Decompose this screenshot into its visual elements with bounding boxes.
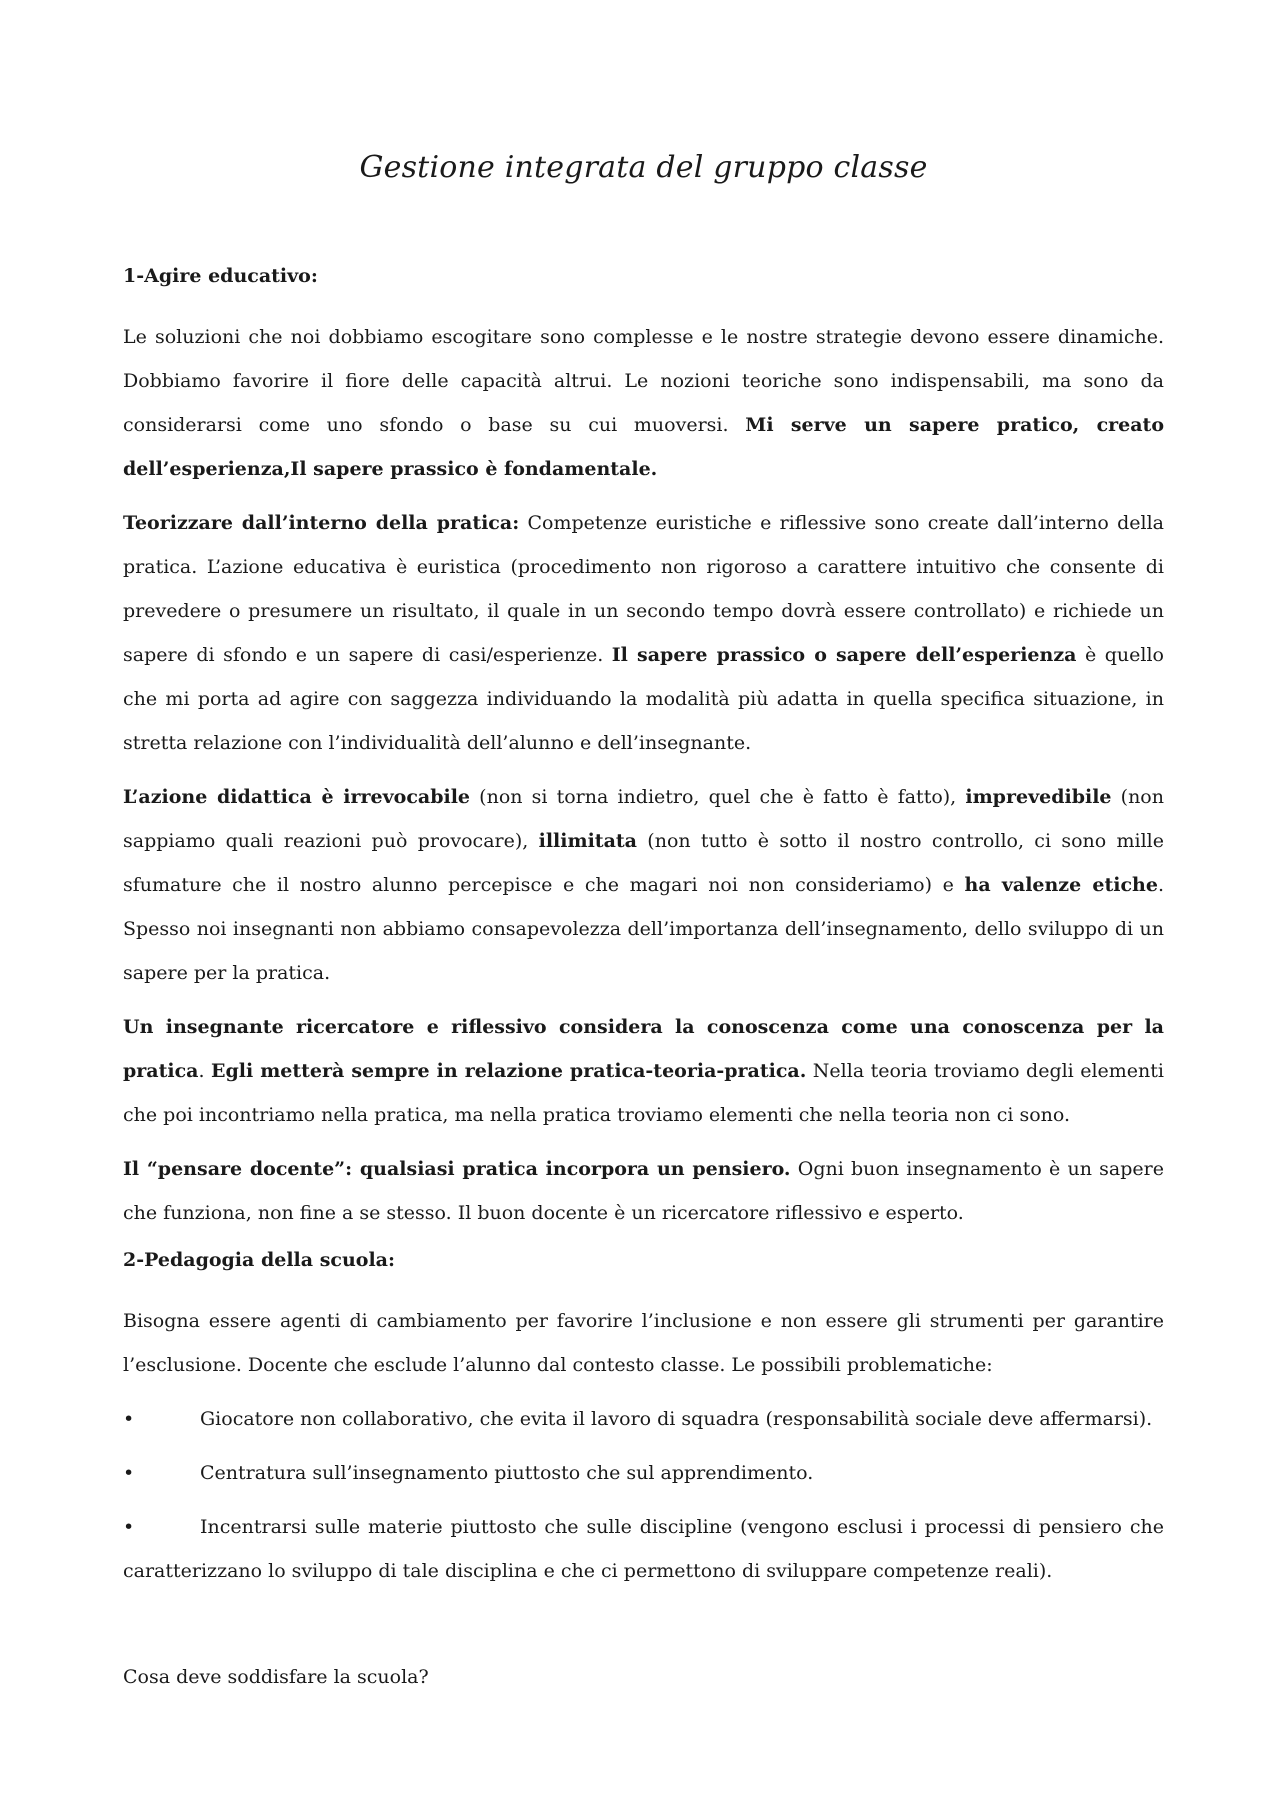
bullet-symbol: •: [123, 1516, 135, 1538]
closing-question: Cosa deve soddisfare la scuola?: [123, 1666, 429, 1688]
document-page: [123, 150, 1164, 1709]
bold-text-run: Un insegnante ricercatore e riflessivo considera la conoscenza come una conoscenza per la pratica: [123, 1016, 1164, 1082]
list-item-text: Giocatore non collaborativo, che evita il lavoro di squadra (responsabilità sociale deve affermarsi).: [200, 1408, 1153, 1430]
text-run: è quello che mi porta ad agire con saggezza individuando la modalità più adatta in quella specifica situazione, in stretta relazione con l’individualità dell’alunno e dell’insegnante.: [123, 644, 1164, 754]
text-run: . Spesso noi insegnanti non abbiamo consapevolezza dell’importanza dell’insegnamento, dello sviluppo di un sapere per la pratica.: [123, 874, 1164, 984]
text-run: Nella teoria troviamo degli elementi che poi incontriamo nella pratica, ma nella pratica troviamo elementi che nella teoria non ci sono.: [123, 1060, 1164, 1126]
spacer: [123, 1603, 1164, 1655]
list-item: [123, 1451, 1164, 1495]
text-run: (non sappiamo quali reazioni può provocare),: [123, 786, 1164, 852]
text-run: (non si torna indietro, quel che è fatto è fatto),: [470, 786, 966, 808]
text-run: Le soluzioni che noi dobbiamo escogitare sono complesse e le nostre strategie devono essere dinamiche. Dobbiamo favorire il fiore delle capacità altrui. Le nozioni teoriche sono indispensabili, ma sono da considerarsi come uno sfondo o base su cui muoversi.: [123, 326, 1164, 436]
list-item-text: Incentrarsi sulle materie piuttosto che sulle discipline (vengono esclusi i processi di pensiero che caratterizzano lo sviluppo di tale disciplina e che ci permettono di sviluppare competenze reali).: [123, 1516, 1164, 1582]
text-run: (non tutto è sotto il nostro controllo, ci sono mille sfumature che il nostro alunno percepisce e che magari noi non consideriamo) e: [123, 830, 1164, 896]
list-item: [123, 1397, 1164, 1441]
bold-text-run: Il “pensare docente”: qualsiasi pratica incorpora un pensiero.: [123, 1158, 791, 1180]
bold-text-run: Il sapere prassico o sapere dell’esperienza: [611, 644, 1077, 666]
paragraph-agire-educativo: [123, 315, 1164, 491]
paragraph-pedagogia-intro: Bisogna essere agenti di cambiamento per favorire l’inclusione e non essere gli strumenti per garantire l’esclusione. Docente che esclude l’alunno dal contesto classe. Le possibili problematiche:: [123, 1310, 1164, 1376]
bold-text-run: L’azione didattica è irrevocabile: [123, 786, 471, 808]
bold-text-run: illimitata: [538, 830, 637, 852]
paragraph-teorizzare: [123, 501, 1164, 765]
bold-text-run: Mi serve un sapere pratico, creato dell’esperienza,Il sapere prassico è fondamentale.: [123, 414, 1164, 480]
paragraph-azione-didattica: [123, 775, 1164, 995]
section-heading-agire-educativo: 1-Agire educativo:: [123, 265, 318, 287]
list-item-text: Centratura sull’insegnamento piuttosto che sul apprendimento.: [200, 1462, 814, 1484]
bold-text-run: ha valenze etiche: [964, 874, 1158, 896]
bold-text-run: imprevedibile: [965, 786, 1112, 808]
paragraph-pensare-docente: [123, 1147, 1164, 1235]
document-title: Gestione integrata del gruppo classe: [359, 150, 928, 185]
list-item: [123, 1505, 1164, 1593]
text-run: Ogni buon insegnamento è un sapere che funziona, non fine a se stesso. Il buon docente è un ricercatore riflessivo e esperto.: [123, 1158, 1164, 1224]
text-run: .: [198, 1060, 211, 1082]
paragraph-insegnante-ricercatore: [123, 1005, 1164, 1137]
bold-text-run: Egli metterà sempre in relazione pratica-teoria-pratica.: [210, 1060, 807, 1082]
section-heading-pedagogia: 2-Pedagogia della scuola:: [123, 1249, 395, 1271]
bullet-symbol: •: [123, 1408, 135, 1430]
bullet-symbol: •: [123, 1462, 135, 1484]
bold-text-run: Teorizzare dall’interno della pratica:: [123, 512, 520, 534]
text-run: Competenze euristiche e riflessive sono create dall’interno della pratica. L’azione educativa è euristica (procedimento non rigoroso a carattere intuitivo che consente di prevedere o presumere un risultato, il quale in un secondo tempo dovrà essere controllato) e richiede un sapere di sfondo e un sapere di casi/esperienze.: [123, 512, 1164, 666]
